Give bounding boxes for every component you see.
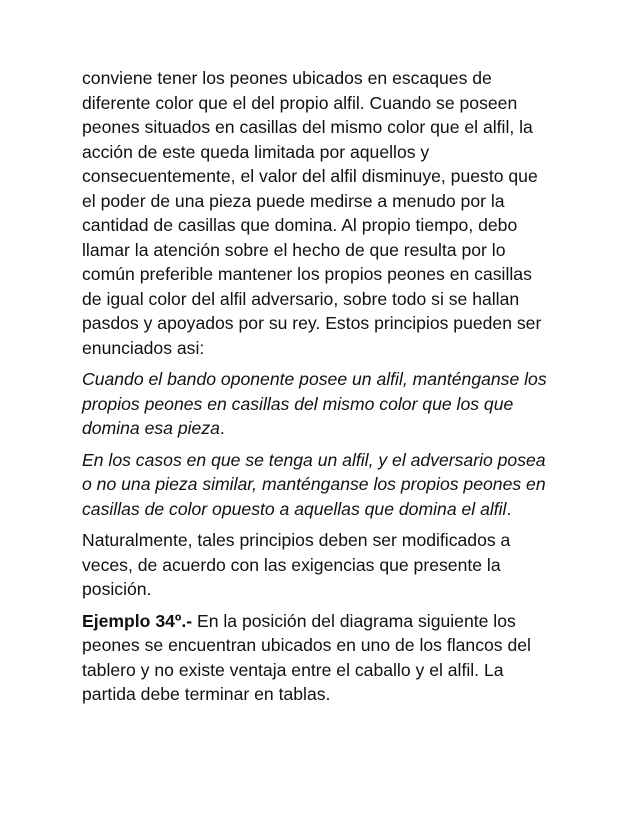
principle-two-period: . xyxy=(506,498,512,519)
paragraph-bishop-pawns: conviene tener los peones ubicados en escaques de diferente color que el del propio alfil. Cuando se poseen peones situados en casillas del mismo color que el alfil, la acción de este queda limitada por aquellos y consecuentemente, el valor del alfil disminuye, puesto que el poder de una pieza puede medirse a menudo por la cantidad de casillas que domina. Al propio tiempo, debo llamar la atención sobre el hecho de que resulta por lo común preferible mantener los propios peones en casillas de igual color del alfil adversario, sobre todo si se hallan pasdos y apoyados por su rey. Estos principios pueden ser enunciados asi: xyxy=(82,68,542,358)
document-page xyxy=(82,66,552,714)
principle-one-text: Cuando el bando oponente posee un alfil, manténganse los propios peones en casillas del mismo color que los que domina esa pieza xyxy=(82,369,547,438)
paragraph-modification: Naturalmente, tales principios deben ser modificados a veces, de acuerdo con las exigencias que presente la posición. xyxy=(82,530,511,599)
principle-one xyxy=(82,367,552,441)
principle-two-text: En los casos en que se tenga un alfil, y el adversario posea o no una pieza similar, manténganse los propios peones en casillas de color opuesto a aquellas que domina el alfil xyxy=(82,449,546,519)
example-heading: Ejemplo 34º.- xyxy=(82,610,193,631)
example-text: En la posición del diagrama siguiente los peones se encuentran ubicados en uno de los flancos del tablero y no existe ventaja entre el caballo y el alfil. La partida debe terminar en tablas. xyxy=(82,610,531,704)
example-paragraph xyxy=(82,609,552,707)
principle-one-period: . xyxy=(219,418,225,438)
principle-two xyxy=(82,448,552,522)
